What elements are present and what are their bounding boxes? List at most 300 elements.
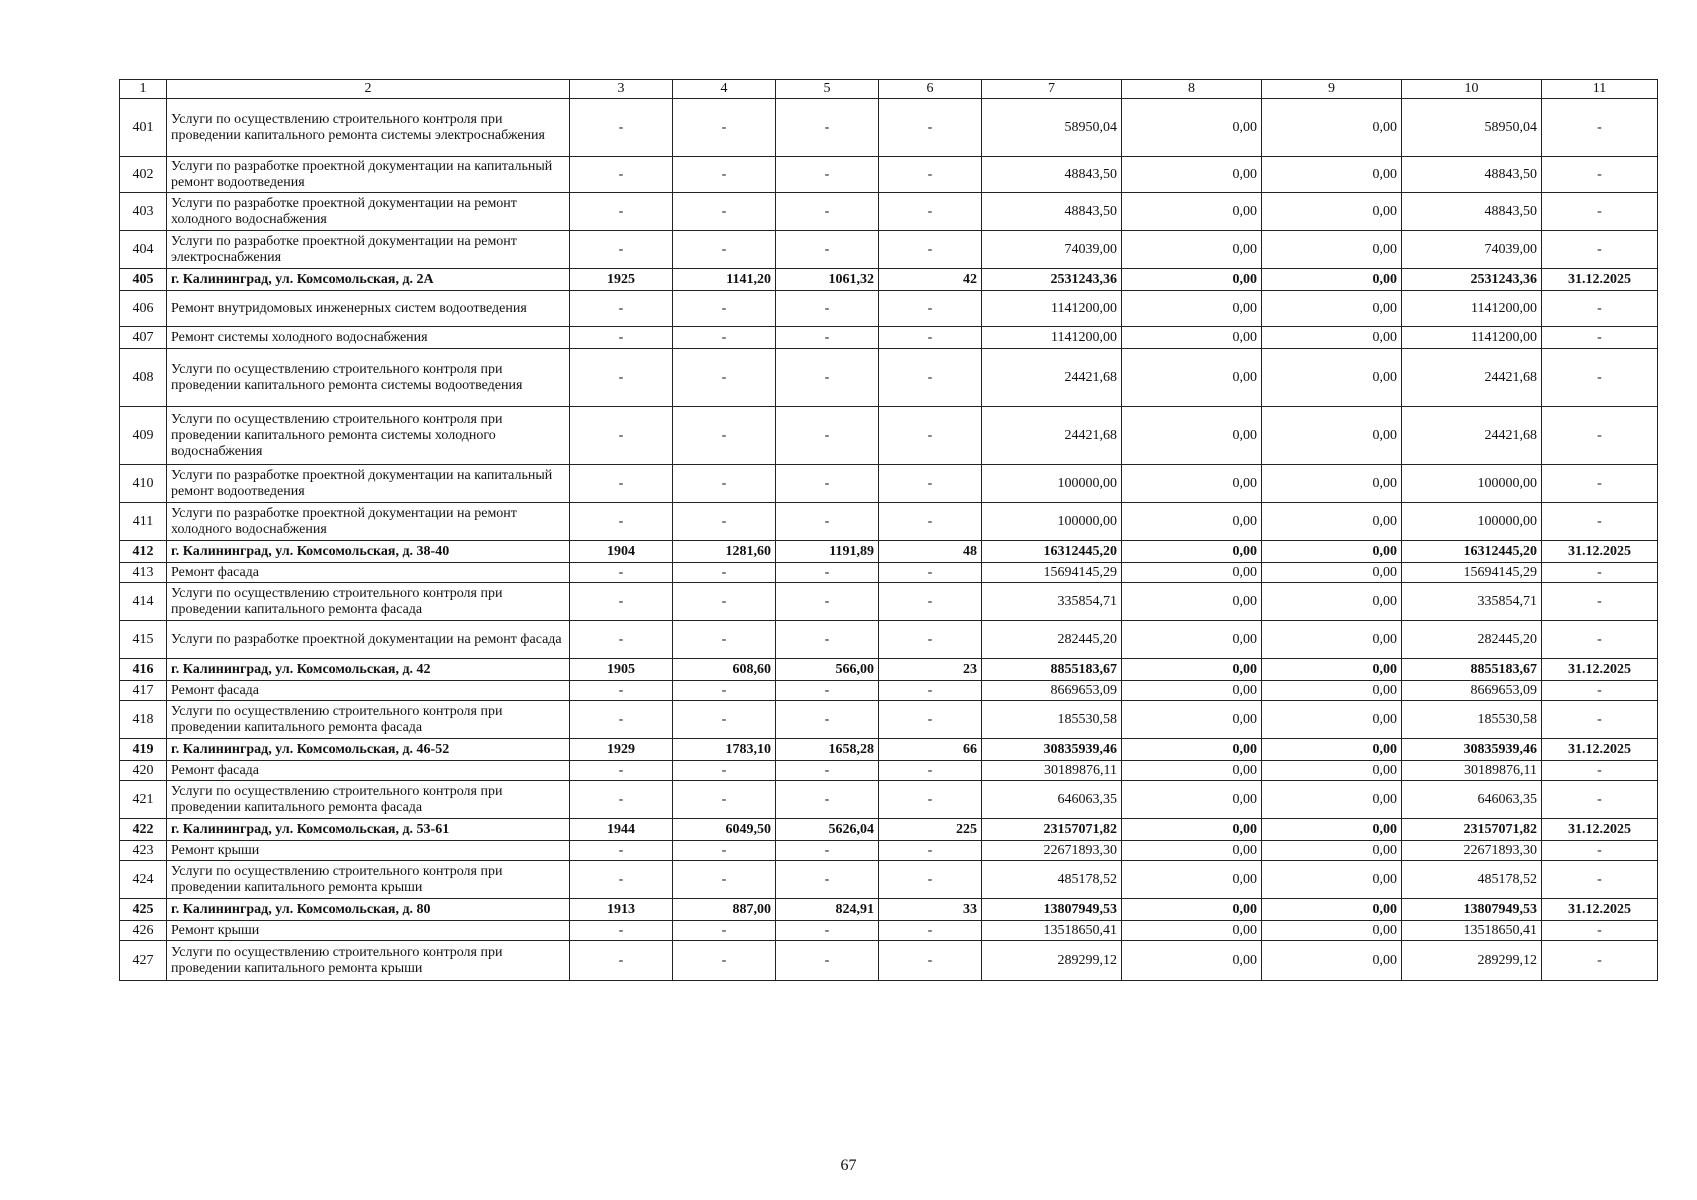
fund-cell: 0,00: [1122, 465, 1262, 503]
living-area-cell: 5626,04: [776, 819, 879, 841]
living-area-cell: -: [776, 861, 879, 899]
data-table: [119, 79, 1658, 981]
living-area-cell: -: [776, 701, 879, 739]
column-number-cell: 7: [982, 80, 1122, 99]
budget-cell: 0,00: [1262, 621, 1402, 659]
owner-funds-cell: 646063,35: [1402, 781, 1542, 819]
total-area-cell: -: [673, 563, 776, 583]
deadline-cell: 31.12.2025: [1542, 269, 1658, 291]
table-row: [120, 781, 1658, 819]
total-cost-cell: 74039,00: [982, 231, 1122, 269]
year-cell: -: [570, 941, 673, 981]
owner-funds-cell: 289299,12: [1402, 941, 1542, 981]
budget-cell: 0,00: [1262, 193, 1402, 231]
total-area-cell: 1783,10: [673, 739, 776, 761]
description-cell: Услуги по осуществлению строительного контроля при проведении капитального ремонта фасада: [167, 701, 570, 739]
fund-cell: 0,00: [1122, 349, 1262, 407]
living-area-cell: -: [776, 465, 879, 503]
total-area-cell: 608,60: [673, 659, 776, 681]
fund-cell: 0,00: [1122, 921, 1262, 941]
row-number-cell: 427: [120, 941, 167, 981]
residents-cell: -: [879, 465, 982, 503]
owner-funds-cell: 2531243,36: [1402, 269, 1542, 291]
total-cost-cell: 282445,20: [982, 621, 1122, 659]
deadline-cell: -: [1542, 563, 1658, 583]
row-number-cell: 424: [120, 861, 167, 899]
fund-cell: 0,00: [1122, 941, 1262, 981]
owner-funds-cell: 13807949,53: [1402, 899, 1542, 921]
description-cell: Ремонт крыши: [167, 841, 570, 861]
year-cell: -: [570, 621, 673, 659]
address-row: [120, 819, 1658, 841]
total-cost-cell: 8669653,09: [982, 681, 1122, 701]
total-area-cell: -: [673, 465, 776, 503]
fund-cell: 0,00: [1122, 781, 1262, 819]
description-cell: Услуги по разработке проектной документации на ремонт электроснабжения: [167, 231, 570, 269]
living-area-cell: 566,00: [776, 659, 879, 681]
row-number-cell: 415: [120, 621, 167, 659]
table-row: [120, 407, 1658, 465]
row-number-cell: 421: [120, 781, 167, 819]
table-row: [120, 861, 1658, 899]
total-cost-cell: 13807949,53: [982, 899, 1122, 921]
total-cost-cell: 24421,68: [982, 407, 1122, 465]
total-cost-cell: 646063,35: [982, 781, 1122, 819]
deadline-cell: 31.12.2025: [1542, 899, 1658, 921]
description-cell: Услуги по разработке проектной документации на ремонт фасада: [167, 621, 570, 659]
total-cost-cell: 30835939,46: [982, 739, 1122, 761]
year-cell: 1944: [570, 819, 673, 841]
deadline-cell: -: [1542, 193, 1658, 231]
owner-funds-cell: 24421,68: [1402, 349, 1542, 407]
total-cost-cell: 485178,52: [982, 861, 1122, 899]
total-cost-cell: 15694145,29: [982, 563, 1122, 583]
row-number-cell: 417: [120, 681, 167, 701]
description-cell: Услуги по разработке проектной документации на ремонт холодного водоснабжения: [167, 193, 570, 231]
deadline-cell: -: [1542, 349, 1658, 407]
row-number-cell: 410: [120, 465, 167, 503]
residents-cell: 23: [879, 659, 982, 681]
address-row: [120, 739, 1658, 761]
residents-cell: 66: [879, 739, 982, 761]
description-cell: г. Калининград, ул. Комсомольская, д. 42: [167, 659, 570, 681]
residents-cell: 48: [879, 541, 982, 563]
column-number-cell: 1: [120, 80, 167, 99]
budget-cell: 0,00: [1262, 407, 1402, 465]
total-cost-cell: 13518650,41: [982, 921, 1122, 941]
owner-funds-cell: 282445,20: [1402, 621, 1542, 659]
row-number-cell: 423: [120, 841, 167, 861]
total-cost-cell: 16312445,20: [982, 541, 1122, 563]
total-cost-cell: 335854,71: [982, 583, 1122, 621]
description-cell: г. Калининград, ул. Комсомольская, д. 53-61: [167, 819, 570, 841]
owner-funds-cell: 485178,52: [1402, 861, 1542, 899]
year-cell: -: [570, 193, 673, 231]
row-number-cell: 422: [120, 819, 167, 841]
table-row: [120, 563, 1658, 583]
address-row: [120, 659, 1658, 681]
row-number-cell: 408: [120, 349, 167, 407]
year-cell: -: [570, 327, 673, 349]
row-number-cell: 405: [120, 269, 167, 291]
residents-cell: -: [879, 231, 982, 269]
owner-funds-cell: 48843,50: [1402, 157, 1542, 193]
total-area-cell: -: [673, 861, 776, 899]
total-cost-cell: 289299,12: [982, 941, 1122, 981]
budget-cell: 0,00: [1262, 327, 1402, 349]
column-number-row: [120, 80, 1658, 99]
total-area-cell: -: [673, 157, 776, 193]
year-cell: -: [570, 231, 673, 269]
year-cell: -: [570, 465, 673, 503]
column-number-cell: 3: [570, 80, 673, 99]
total-area-cell: 1281,60: [673, 541, 776, 563]
deadline-cell: 31.12.2025: [1542, 819, 1658, 841]
fund-cell: 0,00: [1122, 407, 1262, 465]
row-number-cell: 419: [120, 739, 167, 761]
living-area-cell: -: [776, 99, 879, 157]
year-cell: 1913: [570, 899, 673, 921]
budget-cell: 0,00: [1262, 563, 1402, 583]
year-cell: -: [570, 99, 673, 157]
living-area-cell: -: [776, 941, 879, 981]
total-cost-cell: 1141200,00: [982, 291, 1122, 327]
residents-cell: -: [879, 621, 982, 659]
row-number-cell: 403: [120, 193, 167, 231]
residents-cell: -: [879, 761, 982, 781]
budget-cell: 0,00: [1262, 899, 1402, 921]
budget-cell: 0,00: [1262, 99, 1402, 157]
living-area-cell: -: [776, 193, 879, 231]
total-area-cell: 1141,20: [673, 269, 776, 291]
total-cost-cell: 48843,50: [982, 193, 1122, 231]
deadline-cell: -: [1542, 681, 1658, 701]
deadline-cell: -: [1542, 503, 1658, 541]
deadline-cell: 31.12.2025: [1542, 739, 1658, 761]
total-area-cell: -: [673, 327, 776, 349]
column-number-cell: 10: [1402, 80, 1542, 99]
column-number-cell: 11: [1542, 80, 1658, 99]
total-area-cell: 6049,50: [673, 819, 776, 841]
residents-cell: 42: [879, 269, 982, 291]
description-cell: Ремонт фасада: [167, 761, 570, 781]
description-cell: Услуги по осуществлению строительного контроля при проведении капитального ремонта крыши: [167, 861, 570, 899]
deadline-cell: -: [1542, 583, 1658, 621]
living-area-cell: -: [776, 349, 879, 407]
budget-cell: 0,00: [1262, 157, 1402, 193]
year-cell: -: [570, 407, 673, 465]
table-row: [120, 921, 1658, 941]
residents-cell: -: [879, 681, 982, 701]
living-area-cell: 1191,89: [776, 541, 879, 563]
total-area-cell: -: [673, 291, 776, 327]
year-cell: -: [570, 563, 673, 583]
fund-cell: 0,00: [1122, 231, 1262, 269]
budget-cell: 0,00: [1262, 819, 1402, 841]
row-number-cell: 409: [120, 407, 167, 465]
total-cost-cell: 100000,00: [982, 465, 1122, 503]
total-area-cell: -: [673, 349, 776, 407]
living-area-cell: -: [776, 761, 879, 781]
table-row: [120, 941, 1658, 981]
total-cost-cell: 185530,58: [982, 701, 1122, 739]
budget-cell: 0,00: [1262, 941, 1402, 981]
deadline-cell: -: [1542, 99, 1658, 157]
row-number-cell: 413: [120, 563, 167, 583]
deadline-cell: -: [1542, 327, 1658, 349]
owner-funds-cell: 15694145,29: [1402, 563, 1542, 583]
budget-cell: 0,00: [1262, 541, 1402, 563]
year-cell: -: [570, 681, 673, 701]
total-area-cell: -: [673, 407, 776, 465]
description-cell: Ремонт фасада: [167, 563, 570, 583]
address-row: [120, 269, 1658, 291]
fund-cell: 0,00: [1122, 541, 1262, 563]
table-row: [120, 99, 1658, 157]
residents-cell: -: [879, 781, 982, 819]
budget-cell: 0,00: [1262, 739, 1402, 761]
fund-cell: 0,00: [1122, 503, 1262, 541]
living-area-cell: -: [776, 231, 879, 269]
year-cell: 1929: [570, 739, 673, 761]
owner-funds-cell: 13518650,41: [1402, 921, 1542, 941]
total-area-cell: -: [673, 503, 776, 541]
deadline-cell: -: [1542, 921, 1658, 941]
description-cell: г. Калининград, ул. Комсомольская, д. 80: [167, 899, 570, 921]
description-cell: Услуги по осуществлению строительного контроля при проведении капитального ремонта системы холодного водоснабжения: [167, 407, 570, 465]
total-area-cell: -: [673, 681, 776, 701]
table-row: [120, 681, 1658, 701]
deadline-cell: 31.12.2025: [1542, 541, 1658, 563]
row-number-cell: 420: [120, 761, 167, 781]
deadline-cell: -: [1542, 621, 1658, 659]
budget-cell: 0,00: [1262, 503, 1402, 541]
deadline-cell: 31.12.2025: [1542, 659, 1658, 681]
total-cost-cell: 30189876,11: [982, 761, 1122, 781]
fund-cell: 0,00: [1122, 841, 1262, 861]
residents-cell: -: [879, 563, 982, 583]
living-area-cell: -: [776, 841, 879, 861]
total-area-cell: -: [673, 701, 776, 739]
fund-cell: 0,00: [1122, 861, 1262, 899]
column-number-cell: 8: [1122, 80, 1262, 99]
residents-cell: -: [879, 327, 982, 349]
living-area-cell: 824,91: [776, 899, 879, 921]
description-cell: Услуги по осуществлению строительного контроля при проведении капитального ремонта системы электроснабжения: [167, 99, 570, 157]
living-area-cell: -: [776, 407, 879, 465]
residents-cell: -: [879, 193, 982, 231]
residents-cell: -: [879, 407, 982, 465]
budget-cell: 0,00: [1262, 861, 1402, 899]
living-area-cell: 1658,28: [776, 739, 879, 761]
budget-cell: 0,00: [1262, 659, 1402, 681]
total-area-cell: -: [673, 841, 776, 861]
row-number-cell: 414: [120, 583, 167, 621]
description-cell: Услуги по разработке проектной документации на капитальный ремонт водоотведения: [167, 157, 570, 193]
owner-funds-cell: 58950,04: [1402, 99, 1542, 157]
residents-cell: -: [879, 503, 982, 541]
year-cell: -: [570, 781, 673, 819]
column-number-cell: 5: [776, 80, 879, 99]
owner-funds-cell: 22671893,30: [1402, 841, 1542, 861]
year-cell: -: [570, 841, 673, 861]
fund-cell: 0,00: [1122, 681, 1262, 701]
fund-cell: 0,00: [1122, 563, 1262, 583]
row-number-cell: 411: [120, 503, 167, 541]
living-area-cell: -: [776, 583, 879, 621]
budget-cell: 0,00: [1262, 921, 1402, 941]
table-row: [120, 761, 1658, 781]
table-row: [120, 465, 1658, 503]
owner-funds-cell: 1141200,00: [1402, 327, 1542, 349]
total-cost-cell: 23157071,82: [982, 819, 1122, 841]
page-number: 67: [840, 1157, 857, 1174]
living-area-cell: -: [776, 291, 879, 327]
total-cost-cell: 58950,04: [982, 99, 1122, 157]
table-row: [120, 841, 1658, 861]
living-area-cell: -: [776, 681, 879, 701]
total-area-cell: -: [673, 781, 776, 819]
living-area-cell: -: [776, 503, 879, 541]
deadline-cell: -: [1542, 465, 1658, 503]
total-cost-cell: 100000,00: [982, 503, 1122, 541]
description-cell: г. Калининград, ул. Комсомольская, д. 38-40: [167, 541, 570, 563]
living-area-cell: -: [776, 327, 879, 349]
fund-cell: 0,00: [1122, 701, 1262, 739]
fund-cell: 0,00: [1122, 269, 1262, 291]
year-cell: 1905: [570, 659, 673, 681]
living-area-cell: -: [776, 157, 879, 193]
description-cell: Ремонт системы холодного водоснабжения: [167, 327, 570, 349]
year-cell: -: [570, 291, 673, 327]
year-cell: -: [570, 761, 673, 781]
row-number-cell: 402: [120, 157, 167, 193]
year-cell: -: [570, 921, 673, 941]
address-row: [120, 541, 1658, 563]
deadline-cell: -: [1542, 861, 1658, 899]
description-cell: Ремонт крыши: [167, 921, 570, 941]
row-number-cell: 425: [120, 899, 167, 921]
total-area-cell: -: [673, 99, 776, 157]
row-number-cell: 418: [120, 701, 167, 739]
document-sheet: [119, 79, 1657, 981]
owner-funds-cell: 8855183,67: [1402, 659, 1542, 681]
description-cell: Ремонт фасада: [167, 681, 570, 701]
description-cell: г. Калининград, ул. Комсомольская, д. 46-52: [167, 739, 570, 761]
table-row: [120, 349, 1658, 407]
description-cell: Услуги по разработке проектной документации на капитальный ремонт водоотведения: [167, 465, 570, 503]
fund-cell: 0,00: [1122, 621, 1262, 659]
residents-cell: -: [879, 921, 982, 941]
residents-cell: -: [879, 841, 982, 861]
year-cell: -: [570, 503, 673, 541]
table-row: [120, 157, 1658, 193]
residents-cell: -: [879, 861, 982, 899]
table-row: [120, 231, 1658, 269]
total-cost-cell: 1141200,00: [982, 327, 1122, 349]
deadline-cell: -: [1542, 157, 1658, 193]
budget-cell: 0,00: [1262, 701, 1402, 739]
deadline-cell: -: [1542, 761, 1658, 781]
residents-cell: -: [879, 583, 982, 621]
fund-cell: 0,00: [1122, 193, 1262, 231]
description-cell: Ремонт внутридомовых инженерных систем водоотведения: [167, 291, 570, 327]
budget-cell: 0,00: [1262, 583, 1402, 621]
living-area-cell: -: [776, 921, 879, 941]
table-row: [120, 583, 1658, 621]
year-cell: -: [570, 349, 673, 407]
address-row: [120, 899, 1658, 921]
row-number-cell: 406: [120, 291, 167, 327]
table-row: [120, 621, 1658, 659]
year-cell: 1904: [570, 541, 673, 563]
living-area-cell: 1061,32: [776, 269, 879, 291]
table-row: [120, 193, 1658, 231]
deadline-cell: -: [1542, 941, 1658, 981]
owner-funds-cell: 30835939,46: [1402, 739, 1542, 761]
owner-funds-cell: 23157071,82: [1402, 819, 1542, 841]
deadline-cell: -: [1542, 407, 1658, 465]
budget-cell: 0,00: [1262, 291, 1402, 327]
total-area-cell: -: [673, 621, 776, 659]
owner-funds-cell: 335854,71: [1402, 583, 1542, 621]
total-cost-cell: 2531243,36: [982, 269, 1122, 291]
budget-cell: 0,00: [1262, 781, 1402, 819]
residents-cell: -: [879, 291, 982, 327]
row-number-cell: 407: [120, 327, 167, 349]
table-row: [120, 291, 1658, 327]
total-area-cell: -: [673, 761, 776, 781]
table-body: [120, 80, 1658, 981]
column-number-cell: 6: [879, 80, 982, 99]
residents-cell: -: [879, 99, 982, 157]
description-cell: Услуги по осуществлению строительного контроля при проведении капитального ремонта системы водоотведения: [167, 349, 570, 407]
description-cell: Услуги по осуществлению строительного контроля при проведении капитального ремонта фасада: [167, 781, 570, 819]
total-area-cell: 887,00: [673, 899, 776, 921]
owner-funds-cell: 48843,50: [1402, 193, 1542, 231]
deadline-cell: -: [1542, 231, 1658, 269]
table-row: [120, 503, 1658, 541]
description-cell: г. Калининград, ул. Комсомольская, д. 2А: [167, 269, 570, 291]
total-area-cell: -: [673, 583, 776, 621]
total-area-cell: -: [673, 231, 776, 269]
total-cost-cell: 24421,68: [982, 349, 1122, 407]
fund-cell: 0,00: [1122, 739, 1262, 761]
owner-funds-cell: 185530,58: [1402, 701, 1542, 739]
total-cost-cell: 8855183,67: [982, 659, 1122, 681]
budget-cell: 0,00: [1262, 349, 1402, 407]
budget-cell: 0,00: [1262, 231, 1402, 269]
column-number-cell: 4: [673, 80, 776, 99]
residents-cell: -: [879, 157, 982, 193]
row-number-cell: 404: [120, 231, 167, 269]
column-number-cell: 9: [1262, 80, 1402, 99]
fund-cell: 0,00: [1122, 291, 1262, 327]
year-cell: -: [570, 701, 673, 739]
fund-cell: 0,00: [1122, 761, 1262, 781]
column-number-cell: 2: [167, 80, 570, 99]
owner-funds-cell: 24421,68: [1402, 407, 1542, 465]
fund-cell: 0,00: [1122, 99, 1262, 157]
budget-cell: 0,00: [1262, 681, 1402, 701]
description-cell: Услуги по разработке проектной документации на ремонт холодного водоснабжения: [167, 503, 570, 541]
fund-cell: 0,00: [1122, 899, 1262, 921]
deadline-cell: -: [1542, 291, 1658, 327]
table-row: [120, 701, 1658, 739]
year-cell: -: [570, 861, 673, 899]
residents-cell: -: [879, 941, 982, 981]
fund-cell: 0,00: [1122, 327, 1262, 349]
